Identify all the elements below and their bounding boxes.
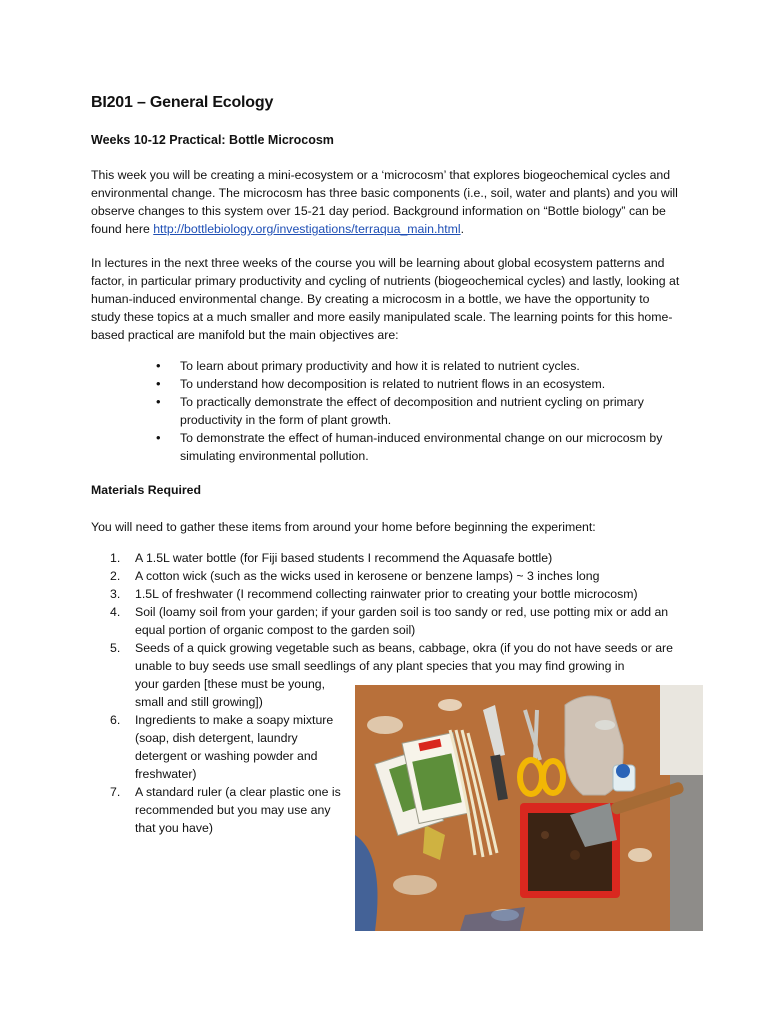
objective-item: • To demonstrate the effect of human-induced environmental change on our microcosm by simulating environmental pollution. — [152, 429, 682, 465]
objectives-list — [152, 357, 682, 465]
practical-subtitle: Weeks 10-12 Practical: Bottle Microcosm — [91, 133, 334, 147]
item-text: Soil (loamy soil from your garden; if your garden soil is too sandy or red, use potting mix or add an equal portion of organic compost to the garden soil) — [135, 605, 669, 637]
objective-item: • To practically demonstrate the effect of decomposition and nutrient cycling on primary productivity in the form of plant growth. — [152, 393, 682, 429]
material-item-continued — [110, 675, 350, 711]
floor-background — [670, 775, 703, 931]
document-title: BI201 – General Ecology — [91, 94, 274, 111]
materials-photo-illustration — [355, 685, 703, 931]
item-text: Seeds of a quick growing vegetable such as beans, cabbage, okra (if you do not have seeds or are unable to buy seeds use small seedlings of any plant species that you may find growing in — [135, 641, 673, 673]
material-item — [110, 549, 695, 567]
material-item — [110, 783, 350, 837]
wall-background — [660, 685, 703, 775]
item-number: 3. — [110, 587, 121, 601]
item-text: A standard ruler (a clear plastic one is recommended but you may use any that you have) — [135, 785, 341, 835]
item-number: 4. — [110, 605, 121, 619]
intro-end: . — [460, 222, 465, 236]
materials-heading: Materials Required — [91, 483, 202, 497]
material-item — [110, 603, 695, 639]
item-text: Ingredients to make a soapy mixture (soap, dish detergent, laundry detergent or washing powder and freshwater) — [135, 713, 334, 781]
item-number: 5. — [110, 641, 121, 655]
item-number: 2. — [110, 569, 121, 583]
materials-photo — [355, 685, 703, 931]
item-number: 6. — [110, 713, 121, 727]
objective-item: • To learn about primary productivity and how it is related to nutrient cycles. — [152, 357, 682, 375]
lectures-paragraph: In lectures in the next three weeks of the course you will be learning about global ecosystem patterns and factor, in particular primary productivity and cycling of nutrients (biogeochemical cycles) and lastly, looking at human-induced environmental change. By creating a microcosm in a bottle, we have the opportunity to study these topics at a much smaller and more easily manipulated scale. The learning points for this home-based practical are manifold but the main objectives are: — [91, 256, 680, 342]
item-text: your garden [these must be young, small and still growing]) — [135, 677, 326, 709]
bottle-biology-link[interactable]: http://bottlebiology.org/investigations/terraqua_main.html — [153, 222, 461, 236]
item-text: A cotton wick (such as the wicks used in kerosene or benzene lamps) ~ 3 inches long — [135, 569, 600, 583]
intro-text: This week you will be creating a mini-ecosystem or a ‘microcosm’ that explores biogeochemical cycles and environmental change. The microcosm has three basic components (i.e., soil, water and plants) and you will observe changes to this system over 15-21 day period. Background information on “Bottle biology” can be found here — [91, 168, 678, 236]
item-text: 1.5L of freshwater (I recommend collecting rainwater prior to creating your bottle microcosm) — [135, 587, 638, 601]
item-number: 7. — [110, 785, 121, 799]
item-text: A 1.5L water bottle (for Fiji based students I recommend the Aquasafe bottle) — [135, 551, 553, 565]
material-item — [110, 711, 350, 783]
materials-intro: You will need to gather these items from around your home before beginning the experiment: — [91, 520, 596, 534]
material-item — [110, 567, 695, 585]
material-item — [110, 585, 695, 603]
intro-paragraph — [91, 166, 681, 238]
material-item — [110, 639, 695, 675]
objective-item: • To understand how decomposition is related to nutrient flows in an ecosystem. — [152, 375, 682, 393]
item-number: 1. — [110, 551, 121, 565]
